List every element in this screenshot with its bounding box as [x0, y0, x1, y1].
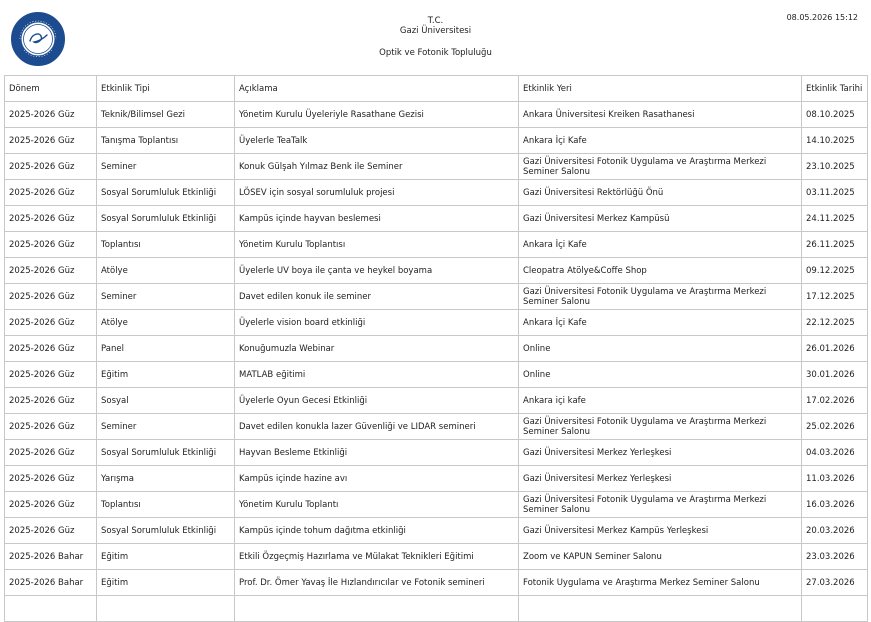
cell-event-type: Seminer: [97, 154, 235, 180]
cell-date: 23.03.2026: [802, 544, 868, 570]
cell-location: [519, 596, 802, 622]
cell-event-type: Toplantısı: [97, 232, 235, 258]
cell-term: 2025-2026 Güz: [5, 440, 97, 466]
cell-location: Ankara İçi Kafe: [519, 310, 802, 336]
cell-term: [5, 596, 97, 622]
cell-date: 26.01.2026: [802, 336, 868, 362]
header-titles: [0, 16, 871, 58]
cell-date: 27.03.2026: [802, 570, 868, 596]
cell-event-type: Teknik/Bilimsel Gezi: [97, 102, 235, 128]
cell-term: 2025-2026 Güz: [5, 466, 97, 492]
cell-date: 22.12.2025: [802, 310, 868, 336]
cell-location: Gazi Üniversitesi Fotonik Uygulama ve Araştırma Merkezi Seminer Salonu: [519, 284, 802, 310]
table-row: [5, 310, 868, 336]
cell-location: Ankara içi kafe: [519, 388, 802, 414]
cell-date: [802, 596, 868, 622]
table-row: [5, 518, 868, 544]
cell-description: Yönetim Kurulu Toplantısı: [235, 232, 519, 258]
cell-date: 23.10.2025: [802, 154, 868, 180]
cell-location: Gazi Üniversitesi Merkez Yerleşkesi: [519, 466, 802, 492]
cell-date: 17.12.2025: [802, 284, 868, 310]
cell-date: 17.02.2026: [802, 388, 868, 414]
cell-term: 2025-2026 Güz: [5, 388, 97, 414]
cell-location: Ankara İçi Kafe: [519, 128, 802, 154]
cell-date: 30.01.2026: [802, 362, 868, 388]
table-row: [5, 414, 868, 440]
cell-location: Gazi Üniversitesi Fotonik Uygulama ve Araştırma Merkezi Seminer Salonu: [519, 154, 802, 180]
cell-location: Ankara İçi Kafe: [519, 232, 802, 258]
cell-term: 2025-2026 Güz: [5, 154, 97, 180]
table-row: [5, 232, 868, 258]
report-header: [0, 0, 871, 72]
cell-description: Davet edilen konuk ile seminer: [235, 284, 519, 310]
table-row: [5, 180, 868, 206]
cell-event-type: Eğitim: [97, 570, 235, 596]
cell-description: [235, 596, 519, 622]
table-row: [5, 154, 868, 180]
table-row: [5, 258, 868, 284]
cell-term: 2025-2026 Güz: [5, 232, 97, 258]
cell-description: Davet edilen konukla lazer Güvenliği ve LIDAR semineri: [235, 414, 519, 440]
table-row: [5, 362, 868, 388]
cell-description: Üyelerle UV boya ile çanta ve heykel boyama: [235, 258, 519, 284]
cell-event-type: Seminer: [97, 414, 235, 440]
cell-event-type: Seminer: [97, 284, 235, 310]
cell-event-type: Atölye: [97, 258, 235, 284]
cell-event-type: Atölye: [97, 310, 235, 336]
table-row: [5, 596, 868, 622]
cell-event-type: [97, 596, 235, 622]
cell-location: Online: [519, 336, 802, 362]
table-row: [5, 128, 868, 154]
table-row: [5, 336, 868, 362]
cell-term: 2025-2026 Güz: [5, 310, 97, 336]
table-row: [5, 440, 868, 466]
cell-description: Üyelerle vision board etkinliği: [235, 310, 519, 336]
table-body: [5, 102, 868, 622]
print-date: 08.05.2026 15:12: [786, 13, 858, 22]
cell-event-type: Yarışma: [97, 466, 235, 492]
cell-term: 2025-2026 Güz: [5, 362, 97, 388]
cell-description: LÖSEV için sosyal sorumluluk projesi: [235, 180, 519, 206]
cell-event-type: Toplantısı: [97, 492, 235, 518]
cell-date: 20.03.2026: [802, 518, 868, 544]
cell-term: 2025-2026 Güz: [5, 258, 97, 284]
cell-date: 04.03.2026: [802, 440, 868, 466]
cell-location: Gazi Üniversitesi Merkez Yerleşkesi: [519, 440, 802, 466]
cell-date: 09.12.2025: [802, 258, 868, 284]
table-row: [5, 492, 868, 518]
cell-event-type: Sosyal Sorumluluk Etkinliği: [97, 440, 235, 466]
cell-term: 2025-2026 Güz: [5, 414, 97, 440]
cell-event-type: Sosyal Sorumluluk Etkinliği: [97, 180, 235, 206]
cell-term: 2025-2026 Güz: [5, 492, 97, 518]
events-table: [4, 75, 868, 622]
header-line-tc: T.C.: [427, 16, 444, 26]
cell-description: Üyelerle Oyun Gecesi Etkinliği: [235, 388, 519, 414]
cell-event-type: Eğitim: [97, 362, 235, 388]
cell-date: 08.10.2025: [802, 102, 868, 128]
table-row: [5, 102, 868, 128]
cell-description: Yönetim Kurulu Üyeleriyle Rasathane Gezisi: [235, 102, 519, 128]
cell-date: 14.10.2025: [802, 128, 868, 154]
column-header-date: Etkinlik Tarihi: [802, 76, 868, 102]
cell-event-type: Sosyal Sorumluluk Etkinliği: [97, 206, 235, 232]
cell-location: Gazi Üniversitesi Fotonik Uygulama ve Araştırma Merkezi Seminer Salonu: [519, 414, 802, 440]
cell-location: Zoom ve KAPUN Seminer Salonu: [519, 544, 802, 570]
cell-event-type: Tanışma Toplantısı: [97, 128, 235, 154]
cell-term: 2025-2026 Güz: [5, 336, 97, 362]
cell-location: Fotonik Uygulama ve Araştırma Merkez Seminer Salonu: [519, 570, 802, 596]
cell-description: Konuk Gülşah Yılmaz Benk ile Seminer: [235, 154, 519, 180]
table-row: [5, 544, 868, 570]
cell-description: Kampüs içinde tohum dağıtma etkinliği: [235, 518, 519, 544]
cell-term: 2025-2026 Güz: [5, 518, 97, 544]
table-row: [5, 388, 868, 414]
cell-term: 2025-2026 Güz: [5, 206, 97, 232]
cell-term: 2025-2026 Güz: [5, 180, 97, 206]
cell-event-type: Panel: [97, 336, 235, 362]
cell-description: Yönetim Kurulu Toplantı: [235, 492, 519, 518]
column-header-term: Dönem: [5, 76, 97, 102]
header-unit-name: Optik ve Fotonik Topluluğu: [379, 48, 492, 58]
table-row: [5, 284, 868, 310]
cell-location: Gazi Üniversitesi Rektörlüğü Önü: [519, 180, 802, 206]
cell-location: Gazi Üniversitesi Fotonik Uygulama ve Araştırma Merkezi Seminer Salonu: [519, 492, 802, 518]
cell-description: Etkili Özgeçmiş Hazırlama ve Mülakat Teknikleri Eğitimi: [235, 544, 519, 570]
cell-date: 03.11.2025: [802, 180, 868, 206]
cell-event-type: Sosyal Sorumluluk Etkinliği: [97, 518, 235, 544]
header-university-name: Gazi Üniversitesi: [399, 26, 472, 36]
cell-description: Kampüs içinde hazine avı: [235, 466, 519, 492]
cell-location: Gazi Üniversitesi Merkez Kampüsü: [519, 206, 802, 232]
table-row: [5, 466, 868, 492]
cell-event-type: Sosyal: [97, 388, 235, 414]
cell-description: MATLAB eğitimi: [235, 362, 519, 388]
column-header-location: Etkinlik Yeri: [519, 76, 802, 102]
cell-term: 2025-2026 Bahar: [5, 570, 97, 596]
cell-description: Hayvan Besleme Etkinliği: [235, 440, 519, 466]
cell-date: 24.11.2025: [802, 206, 868, 232]
cell-location: Cleopatra Atölye&Coffe Shop: [519, 258, 802, 284]
cell-term: 2025-2026 Bahar: [5, 544, 97, 570]
cell-term: 2025-2026 Güz: [5, 284, 97, 310]
table-header-row: [5, 76, 868, 102]
cell-description: Üyelerle TeaTalk: [235, 128, 519, 154]
cell-term: 2025-2026 Güz: [5, 128, 97, 154]
cell-date: 16.03.2026: [802, 492, 868, 518]
cell-description: Konuğumuzla Webinar: [235, 336, 519, 362]
cell-event-type: Eğitim: [97, 544, 235, 570]
cell-location: Gazi Üniversitesi Merkez Kampüs Yerleşkesi: [519, 518, 802, 544]
table-row: [5, 570, 868, 596]
cell-location: Ankara Üniversitesi Kreiken Rasathanesi: [519, 102, 802, 128]
cell-description: Prof. Dr. Ömer Yavaş İle Hızlandırıcılar ve Fotonik semineri: [235, 570, 519, 596]
column-header-event-type: Etkinlik Tipi: [97, 76, 235, 102]
cell-date: 11.03.2026: [802, 466, 868, 492]
table-row: [5, 206, 868, 232]
cell-date: 25.02.2026: [802, 414, 868, 440]
column-header-description: Açıklama: [235, 76, 519, 102]
cell-date: 26.11.2025: [802, 232, 868, 258]
cell-term: 2025-2026 Güz: [5, 102, 97, 128]
cell-location: Online: [519, 362, 802, 388]
cell-description: Kampüs içinde hayvan beslemesi: [235, 206, 519, 232]
